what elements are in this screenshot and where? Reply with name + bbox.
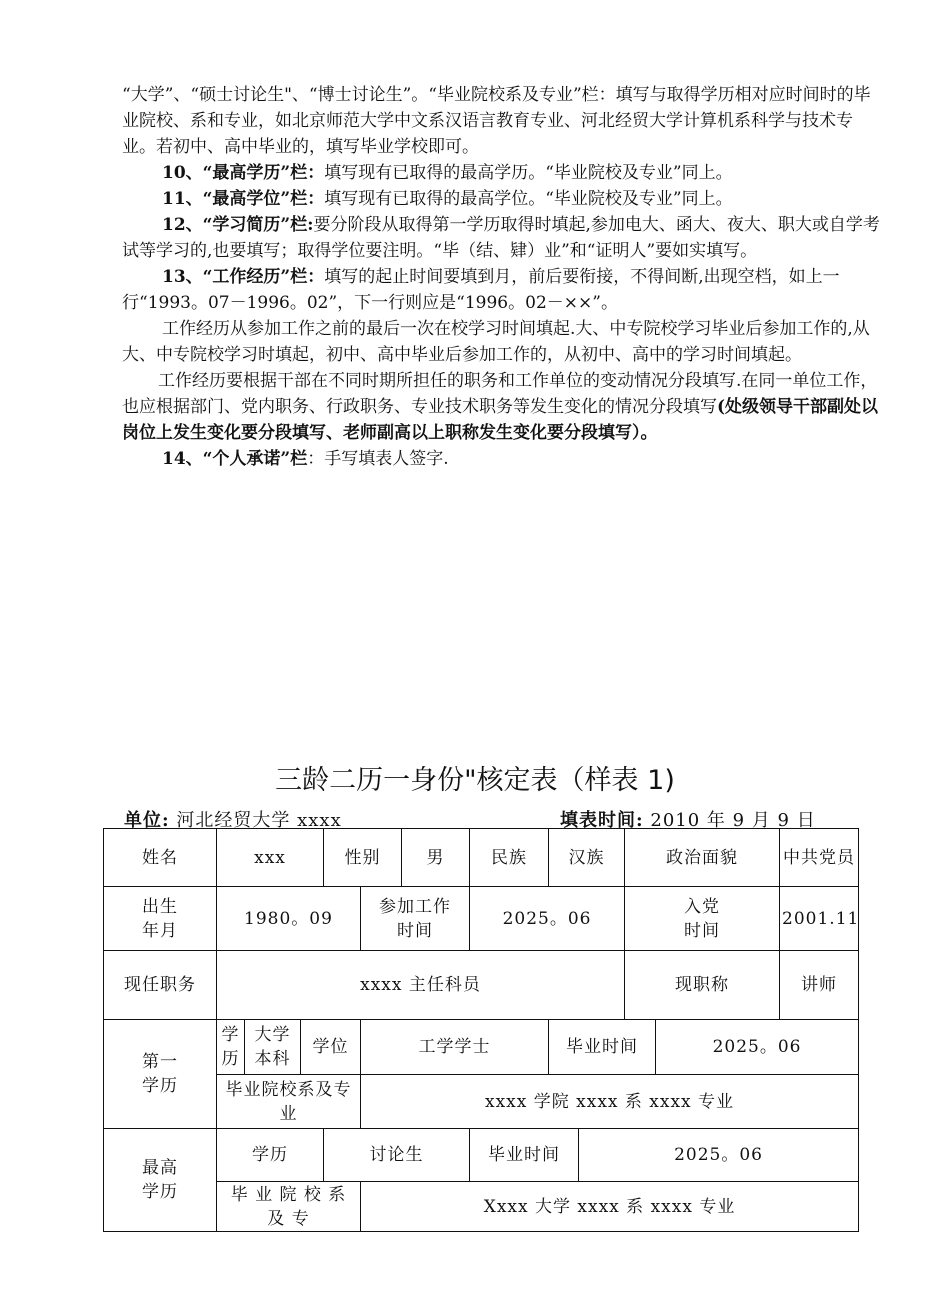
first-school-label: 毕业院校系及专 业 [217, 1075, 361, 1129]
work-history-paragraph-1: 工作经历从参加工作之前的最后一次在校学习时间填起.大、中专院校学习毕业后参加工作的,从大、中专院校学习时填起，初中、高中毕业后参加工作的，从初中、高中的学习时间填起。 [122, 319, 870, 365]
highest-edu-type-value: 讨论生 [324, 1129, 470, 1182]
gender-value: 男 [402, 829, 470, 887]
first-edu-type-label: 学 历 [217, 1020, 245, 1075]
item-12-label: 12、“学习简历”栏: [162, 215, 314, 235]
first-degree-label: 学位 [301, 1020, 361, 1075]
work-start-value: 2025。06 [470, 887, 625, 951]
table-row [104, 1075, 859, 1129]
professional-title-value: 讲师 [780, 951, 859, 1020]
position-label: 现任职务 [104, 951, 217, 1020]
first-degree-value: 工学学士 [361, 1020, 549, 1075]
date-value: 2010 年 9 月 9 日 [650, 810, 816, 831]
item-12-text: 要分阶段从取得第一学历取得时填起,参加电大、函大、夜大、职大或自学考试等学习的,也要填写；取得学位要注明。“毕（结、肄）业”和“证明人”要如实填写。 [122, 215, 880, 261]
first-edu-type-value: 大学 本科 [245, 1020, 301, 1075]
highest-education-label: 最高 学历 [104, 1129, 217, 1232]
birth-value: 1980。09 [217, 887, 361, 951]
work-start-label: 参加工作 时间 [361, 887, 470, 951]
party-join-value: 2001.11 [780, 887, 859, 951]
work-history-text: 工作经历要根据干部在不同时期所担任的职务和工作单位的变动情况分段填写.在同一单位工作，也应根据部门、党内职务、行政职务、专业技术职务等发生变化的情况分段填写 [122, 371, 878, 417]
gender-label: 性别 [324, 829, 402, 887]
table-row [104, 887, 859, 951]
political-label: 政治面貌 [625, 829, 780, 887]
instructions-block [122, 82, 882, 472]
name-label: 姓名 [104, 829, 217, 887]
unit-label: 单位: [124, 810, 170, 831]
table-row [104, 951, 859, 1020]
first-school-value: xxxx 学院 xxxx 系 xxxx 专业 [361, 1075, 859, 1129]
first-grad-time-label: 毕业时间 [549, 1020, 656, 1075]
highest-grad-time-label: 毕业时间 [470, 1129, 579, 1182]
birth-label: 出生 年月 [104, 887, 217, 951]
first-grad-time-value: 2025。06 [656, 1020, 859, 1075]
instruction-item-12 [122, 212, 882, 264]
item-11-text: 填写现有已取得的最高学位。“毕业院校及专业”同上。 [324, 189, 733, 209]
instruction-paragraph-1: “大学”、“硕士讨论生"、“博士讨论生”。“毕业院校系及专业”栏：填写与取得学历相对应时间时的毕业院校、系和专业，如北京师范大学中文系汉语言教育专业、河北经贸大学计算机系科学与技术专业。若初中、高中毕业的，填写毕业学校即可。 [122, 85, 871, 157]
first-education-label: 第一 学历 [104, 1020, 217, 1129]
highest-school-value: Xxxx 大学 xxxx 系 xxxx 专业 [361, 1182, 859, 1232]
ethnicity-label: 民族 [470, 829, 549, 887]
item-13-label: 13、“工作经历”栏： [162, 267, 325, 287]
item-13-text: 填写的起止时间要填到月，前后要衔接，不得间断,出现空档，如上一行“1993。07－1996。02”，下一行则应是“1996。02－××”。 [122, 267, 840, 313]
item-10-label: 10、“最高学历”栏： [162, 163, 325, 183]
item-14-label: 14、“个人承诺”栏 [162, 449, 308, 469]
highest-edu-type-label: 学历 [217, 1129, 324, 1182]
position-value: xxxx 主任科员 [217, 951, 625, 1020]
ethnicity-value: 汉族 [549, 829, 625, 887]
work-history-bold-note: (处级领导干部副处以岗位上发生变化要分段填写、老师副高以上职称发生变化要分段填写）。 [122, 397, 879, 443]
party-join-label: 入党 时间 [625, 887, 780, 951]
work-history-paragraph-2 [122, 368, 882, 446]
instruction-item-13 [122, 264, 882, 316]
highest-school-label: 毕 业 院 校 系 及 专 [217, 1182, 361, 1232]
instruction-item-14 [122, 446, 882, 472]
item-10-text: 填写现有已取得的最高学历。“毕业院校及专业”同上。 [324, 163, 733, 183]
date-label: 填表时间: [560, 810, 644, 831]
instruction-item-10 [122, 160, 882, 186]
verification-form-table [103, 828, 859, 1232]
table-row [104, 829, 859, 887]
instruction-item-11 [122, 186, 882, 212]
table-row [104, 1129, 859, 1182]
table-row [104, 1020, 859, 1075]
table-row [104, 1182, 859, 1232]
name-value: xxx [217, 829, 324, 887]
highest-grad-time-value: 2025。06 [579, 1129, 859, 1182]
unit-value: 河北经贸大学 xxxx [176, 810, 342, 831]
item-11-label: 11、“最高学位”栏： [162, 189, 325, 209]
item-14-text: ：手写填表人签字. [307, 449, 449, 469]
form-title: 三龄二历一身份"核定表（样表 1) [275, 765, 675, 796]
political-value: 中共党员 [780, 829, 859, 887]
professional-title-label: 现职称 [625, 951, 780, 1020]
